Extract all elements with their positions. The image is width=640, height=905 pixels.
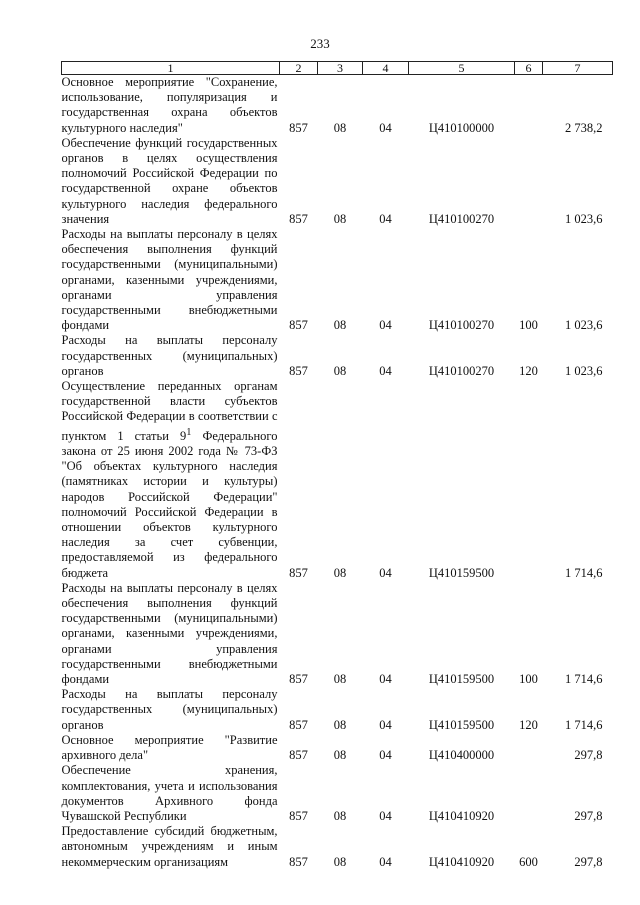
table-row [62, 333, 613, 379]
expense-name-part: Федерального закона от 25 июня 2002 года № 73-ФЗ "Об объектах культурного наследия (памятниках истории и культуры) народов Российской Федерации" полномочий Российской Федерации в отношении объектов культурного наследия за счет субвенции, предоставляемой из федерального бюджета [61, 428, 278, 580]
amount: 1 714,6 [565, 717, 603, 732]
column-header-2: 2 [280, 62, 318, 75]
amount: 2 738,2 [565, 120, 603, 135]
section-code: 08 [333, 717, 347, 732]
target-article-code: Ц410410920 [428, 854, 495, 869]
target-article-code: Ц410410920 [428, 808, 495, 823]
target-article-code: Ц410100270 [428, 211, 495, 226]
expense-name: Обеспечение хранения, комплектования, учета и использования документов Архивного фонда Чувашской Республики [61, 763, 278, 823]
table-row [62, 824, 613, 870]
expense-type-code [515, 379, 543, 581]
section-code: 08 [333, 672, 347, 687]
expense-name-part: Осуществление переданных органам государственной власти субъектов Российской Федерации в соответствии с пунктом 1 статьи 9 [61, 379, 278, 443]
column-header-6: 6 [515, 62, 543, 75]
header-row [62, 62, 613, 75]
subsection-code: 04 [379, 717, 392, 732]
expense-type-code [515, 75, 543, 136]
table-row [62, 379, 613, 581]
expense-name: Расходы на выплаты персоналу в целях обеспечения выполнения функций государственными (муниципальными) органами, казенными учреждениями, органами управления государственными внебюджетными фондами [61, 227, 278, 333]
expense-type-code [515, 763, 543, 824]
amount: 1 714,6 [565, 565, 603, 580]
ministry-code: 857 [289, 748, 308, 763]
page-number: 233 [310, 36, 330, 51]
column-header-4: 4 [363, 62, 409, 75]
ministry-code: 857 [289, 717, 308, 732]
ministry-code: 857 [289, 211, 308, 226]
section-code: 08 [333, 854, 347, 869]
expense-name: Основное мероприятие "Сохранение, использование, популяризация и государственная охрана объектов культурного наследия" [61, 75, 278, 135]
expense-type-code: 100 [519, 318, 538, 333]
expense-name: Обеспечение функций государственных органов в целях осуществления полномочий Российской Федерации по государственной охране объектов культурного наследия федерального значения [61, 135, 278, 226]
article-superscript: 1 [186, 426, 192, 438]
subsection-code: 04 [379, 565, 392, 580]
table-row [62, 227, 613, 333]
amount: 297,8 [574, 748, 603, 763]
amount: 1 714,6 [565, 672, 603, 687]
ministry-code: 857 [289, 672, 308, 687]
section-code: 08 [333, 808, 347, 823]
expense-name: Расходы на выплаты персоналу в целях обеспечения выполнения функций государственными (муниципальными) органами, казенными учреждениями, органами управления государственными внебюджетными фондами [61, 580, 278, 687]
table-row [62, 136, 613, 227]
table-row [62, 687, 613, 733]
expense-name: Предоставление субсидий бюджетным, автономным учреждениям и иным некоммерческим организациям [61, 824, 278, 869]
expense-type-code: 600 [519, 854, 538, 869]
section-code: 08 [333, 565, 347, 580]
subsection-code: 04 [379, 854, 392, 869]
amount: 1 023,6 [565, 211, 603, 226]
subsection-code: 04 [379, 672, 392, 687]
amount: 1 023,6 [565, 363, 603, 378]
subsection-code: 04 [379, 748, 392, 763]
subsection-code: 04 [379, 120, 392, 135]
expense-type-code: 120 [519, 717, 538, 732]
table-row [62, 75, 613, 136]
expense-name [62, 379, 280, 581]
column-header-3: 3 [318, 62, 363, 75]
column-header-7: 7 [543, 62, 613, 75]
target-article-code: Ц410100270 [428, 318, 495, 333]
expense-name: Расходы на выплаты персоналу государственных (муниципальных) органов [61, 333, 278, 378]
expense-name: Расходы на выплаты персоналу государственных (муниципальных) органов [61, 687, 278, 732]
section-code: 08 [333, 120, 347, 135]
target-article-code: Ц410100270 [428, 363, 495, 378]
budget-table [61, 61, 613, 870]
table-row [62, 733, 613, 763]
ministry-code: 857 [289, 565, 308, 580]
expense-type-code [515, 733, 543, 763]
expense-type-code: 100 [519, 672, 538, 687]
section-code: 08 [333, 748, 347, 763]
target-article-code: Ц410400000 [428, 748, 495, 763]
subsection-code: 04 [379, 363, 392, 378]
section-code: 08 [333, 211, 347, 226]
table-body [62, 75, 613, 870]
column-header-5: 5 [409, 62, 515, 75]
ministry-code: 857 [289, 854, 308, 869]
expense-type-code [515, 136, 543, 227]
target-article-code: Ц410159500 [428, 565, 495, 580]
table-header [62, 62, 613, 75]
amount: 297,8 [574, 854, 603, 869]
ministry-code: 857 [289, 318, 308, 333]
target-article-code: Ц410100000 [428, 120, 495, 135]
expense-name: Основное мероприятие "Развитие архивного дела" [61, 732, 278, 763]
ministry-code: 857 [289, 808, 308, 823]
table-row [62, 763, 613, 824]
section-code: 08 [333, 318, 347, 333]
ministry-code: 857 [289, 363, 308, 378]
expense-type-code: 120 [519, 363, 538, 378]
subsection-code: 04 [379, 318, 392, 333]
subsection-code: 04 [379, 211, 392, 226]
column-header-1: 1 [62, 62, 280, 75]
target-article-code: Ц410159500 [428, 672, 495, 687]
amount: 297,8 [574, 808, 603, 823]
section-code: 08 [333, 363, 347, 378]
table-row [62, 581, 613, 687]
ministry-code: 857 [289, 120, 308, 135]
amount: 1 023,6 [565, 318, 603, 333]
target-article-code: Ц410159500 [428, 717, 495, 732]
subsection-code: 04 [379, 808, 392, 823]
